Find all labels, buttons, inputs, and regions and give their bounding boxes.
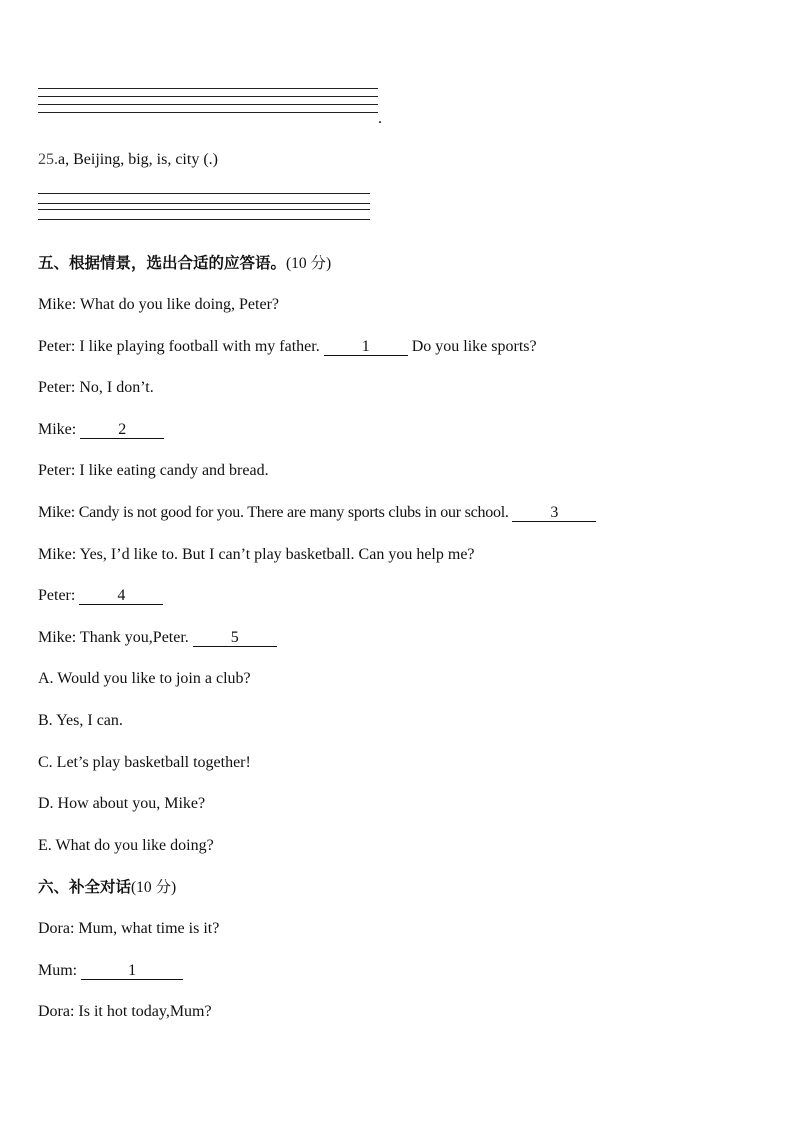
section-6-heading — [38, 877, 176, 898]
option-b: B. Yes, I can. — [38, 712, 123, 729]
answer-line — [38, 104, 378, 105]
section-5-heading — [38, 253, 331, 274]
dialogue-text: Peter: No, I don’t. — [38, 379, 154, 396]
answer-line — [38, 193, 370, 194]
section-5-title: 五、根据情景，选出合适的应答语。 — [38, 254, 287, 272]
dialogue-line — [38, 628, 277, 648]
section-5-score: (10 分) — [286, 255, 332, 272]
option-d: D. How about you, Mike? — [38, 795, 206, 812]
dialogue-line — [38, 545, 475, 565]
dialogue-line — [38, 337, 537, 357]
option-c: C. Let’s play basketball together! — [38, 754, 251, 771]
dialogue-line — [38, 503, 596, 523]
dialogue-line — [38, 919, 219, 939]
answer-line — [38, 88, 378, 89]
question-25 — [38, 150, 218, 170]
answer-line — [38, 209, 370, 210]
dialogue-text: Peter: — [38, 587, 80, 604]
question-number: 25. — [38, 151, 58, 168]
dialogue-text: Mike: Candy is not good for you. There are many sports clubs in our school. — [38, 504, 513, 521]
dialogue-line — [38, 378, 154, 398]
dialogue-text: Mike: — [38, 421, 81, 438]
dialogue-text: Dora: Is it hot today,Mum? — [38, 1003, 212, 1020]
option-e: E. What do you like doing? — [38, 837, 214, 854]
question-words: a, Beijing, big, is, city (.) — [58, 151, 218, 168]
answer-line — [38, 96, 378, 97]
answer-blank-1[interactable]: 1 — [324, 338, 408, 356]
answer-lines-q24 — [38, 88, 378, 120]
answer-line — [38, 203, 370, 204]
answer-line — [38, 219, 370, 220]
dialogue-line — [38, 295, 279, 315]
dialogue-line — [38, 420, 164, 440]
answer-blank-2[interactable]: 2 — [80, 421, 164, 439]
dialogue-text: Peter: I like playing football with my father. — [38, 338, 324, 355]
answer-lines-q25 — [38, 193, 370, 227]
dialogue-line — [38, 961, 183, 981]
answer-line — [38, 112, 378, 113]
dialogue-line — [38, 461, 269, 481]
dialogue-text: Mike: Thank you,Peter. — [38, 629, 193, 646]
answer-blank-5[interactable]: 5 — [193, 629, 277, 647]
section-6-score: (10 分) — [131, 879, 177, 896]
dialogue-text: Peter: I like eating candy and bread. — [38, 462, 269, 479]
section-6-title: 六、补全对话 — [38, 878, 132, 896]
q24-period: . — [378, 110, 382, 127]
answer-blank-4[interactable]: 4 — [79, 587, 163, 605]
dialogue-text: Mike: Yes, I’d like to. But I can’t play basketball. Can you help me? — [38, 546, 475, 563]
dialogue-text: Mike: What do you like doing, Peter? — [38, 296, 279, 313]
dialogue-text: Dora: Mum, what time is it? — [38, 920, 220, 937]
option-a: A. Would you like to join a club? — [38, 670, 251, 687]
dialogue-text: Mum: — [38, 962, 82, 979]
answer-blank-3[interactable]: 3 — [512, 504, 596, 522]
dialogue-line — [38, 586, 163, 606]
answer-blank-6-1[interactable]: 1 — [81, 962, 183, 980]
dialogue-text: Do you like sports? — [407, 338, 537, 355]
dialogue-line — [38, 1002, 212, 1022]
